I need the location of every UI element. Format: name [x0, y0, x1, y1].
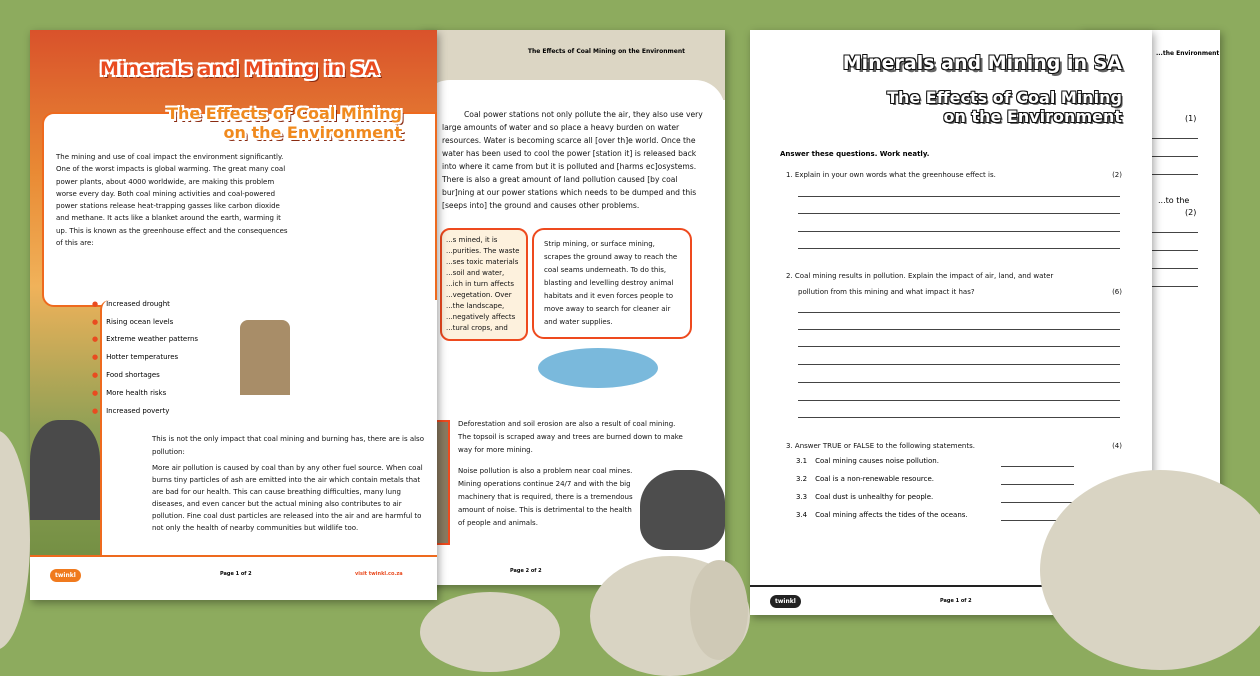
consequence-text: Hotter temperatures	[106, 353, 179, 362]
twinkl-logo: twinkl	[50, 569, 81, 582]
marks: (2)	[1112, 171, 1122, 179]
question-3: 3. Answer TRUE or FALSE to the following statements.	[786, 442, 975, 450]
answer-line[interactable]	[1001, 466, 1074, 467]
statement-row	[796, 457, 1086, 475]
marks: (6)	[1112, 288, 1122, 296]
bullet-icon: ●	[92, 406, 99, 415]
noise-paragraph: Noise pollution is also a problem near coal mines. Mining operations continue 24/7 and with the big machinery that is required, there is a tremendous amount of noise. This is detrimental to the health of people and animals.	[458, 467, 633, 527]
waste-bubble: ...s mined, it is ...purities. The waste ...ses toxic materials ...soil and water, ...ich in turn affects ...vegetation. Over ...the landscape, ...negatively affects ...tural crops, and	[440, 228, 528, 341]
strip-mining-bubble: Strip mining, or surface mining, scrapes the ground away to reach the coal seams underneath. To do this, blasting and levelling destroy animal habitats and it even forces people to move away to search for cleaner air and water supplies.	[532, 228, 692, 339]
page-title: Minerals and Mining in SA	[100, 58, 380, 80]
statement-text: Coal mining causes noise pollution.	[815, 457, 939, 465]
statement-number: 3.2	[796, 475, 808, 483]
answer-line[interactable]	[1001, 484, 1074, 485]
page-number: Page 1 of 2	[220, 571, 252, 577]
consequence-item	[92, 348, 198, 366]
statement-number: 3.1	[796, 457, 808, 465]
consequence-text: Rising ocean levels	[106, 317, 174, 326]
consequence-text: Increased drought	[106, 299, 170, 308]
consequence-item	[92, 313, 198, 331]
question-1: 1. Explain in your own words what the greenhouse effect is.	[786, 171, 996, 179]
bullet-icon: ●	[92, 335, 99, 344]
page-subtitle: The Effects of Coal Mining on the Environment	[167, 104, 402, 142]
statement-number: 3.3	[796, 493, 808, 501]
answer-line[interactable]	[1001, 502, 1074, 503]
consequence-item	[92, 295, 198, 313]
polluted-water-image	[538, 348, 658, 388]
question-text: ...to the	[1158, 196, 1190, 205]
consequence-item	[92, 402, 198, 420]
page-header: The Effects of Coal Mining on the Environment	[527, 48, 685, 55]
twinkl-logo: twinkl	[770, 595, 801, 608]
consequence-text: Extreme weather patterns	[106, 335, 199, 344]
marks: (2)	[1185, 208, 1197, 217]
statement-text: Coal mining affects the tides of the oceans.	[815, 511, 968, 519]
intro-paragraph: The mining and use of coal impact the environment significantly. One of the worst impacts is global warming. The great many coal power plants, about 4000 worldwide, are making this problem worse every day. Both coal mining activities and coal-powered power stations release heat-trapping gasses like carbon dioxide and methane. It acts like a blanket around the earth, warming it up. This is known as the greenhouse effect and the consequences of this are:	[56, 153, 288, 248]
statement-row	[796, 493, 1086, 511]
website-link[interactable]: visit twinkl.co.za	[355, 571, 403, 577]
consequence-item	[92, 366, 198, 384]
water-paragraph: Coal power stations not only pollute the air, they also use very large amounts of water and so place a heavy burden on water resources. Water is becoming scarce all [over th]e world. Once the water has been used to cool the power [station it] is released back into where it came from but it is polluted and [harms ec]osystems. There is also a great amount of land pollution caused [by coal bur]ning at our power stations which needs to be dumped and this [seeps into] the ground and causes other problems.	[442, 110, 703, 210]
question-2: 2. Coal mining results in pollution. Explain the impact of air, land, and water	[786, 272, 1054, 280]
bullet-icon: ●	[92, 371, 99, 380]
consequence-text: Increased poverty	[106, 406, 170, 415]
instructions: Answer these questions. Work neatly.	[780, 150, 930, 158]
worksheet-title: Minerals and Mining in SA	[842, 52, 1122, 74]
bullet-icon: ●	[92, 299, 99, 308]
cooling-tower-image	[240, 320, 290, 395]
consequence-text: More health risks	[106, 388, 167, 397]
true-false-list	[796, 457, 1086, 529]
coal-pile-image	[30, 420, 100, 520]
pollution-intro: This is not the only impact that coal mining and burning has, there are is also pollution:	[152, 435, 424, 456]
info-page-1	[30, 30, 437, 600]
bullet-icon: ●	[92, 388, 99, 397]
consequence-item	[92, 384, 198, 402]
page-number: Page 2 of 2	[510, 568, 542, 574]
page-number: Page 1 of 2	[940, 598, 972, 604]
question-2-continued: pollution from this mining and what impact it has?	[798, 288, 975, 296]
consequence-item	[92, 331, 198, 349]
marks: (4)	[1112, 442, 1122, 450]
consequence-text: Food shortages	[106, 371, 160, 380]
page-header: ...the Environment	[1156, 50, 1220, 57]
coal-pile-image	[640, 470, 725, 550]
statement-text: Coal is a non-renewable resource.	[815, 475, 934, 483]
marks: (1)	[1185, 114, 1197, 123]
deforestation-paragraph: Deforestation and soil erosion are also a result of coal mining. The topsoil is scraped away and trees are burned down to make way for more mining.	[458, 420, 683, 454]
statement-row	[796, 511, 1086, 529]
statement-row	[796, 475, 1086, 493]
worksheet-subtitle: The Effects of Coal Mining on the Environment	[887, 88, 1122, 126]
statement-number: 3.4	[796, 511, 808, 519]
consequences-list	[92, 295, 198, 420]
bullet-icon: ●	[92, 353, 99, 362]
statement-text: Coal dust is unhealthy for people.	[815, 493, 934, 501]
air-pollution-paragraph: More air pollution is caused by coal than by any other fuel source. When coal burns tiny particles of ash are emitted into the air which contain metals that are bad for our health. This can cause breathing difficulties, many lung diseases, and even cancer but the actual mining also contributes to air pollution. Fine coal dust particles are released into the air and are harmful to not only the health of nearby communities but wildlife too.	[152, 464, 423, 532]
bullet-icon: ●	[92, 317, 99, 326]
